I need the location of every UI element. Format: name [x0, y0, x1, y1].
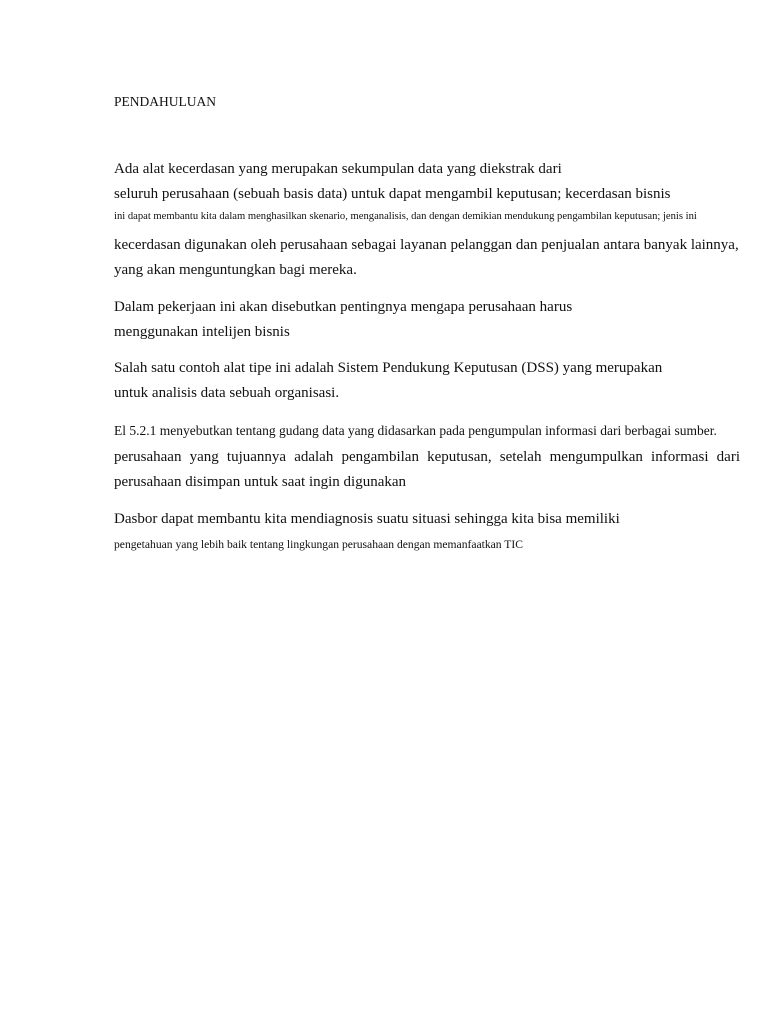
- paragraph-3-line-1: Salah satu contoh alat tipe ini adalah Sistem Pendukung Keputusan (DSS) yang merupakan: [114, 360, 663, 376]
- paragraph-5-line-1: Dasbor dapat membantu kita mendiagnosis suatu situasi sehingga kita bisa memiliki: [114, 511, 620, 527]
- paragraph-4-line-3: perusahaan disimpan untuk saat ingin digunakan: [114, 474, 407, 490]
- paragraph-1-line-1: Ada alat kecerdasan yang merupakan sekumpulan data yang diekstrak dari: [114, 161, 562, 177]
- paragraph-1-line-3: ini dapat membantu kita dalam menghasilkan skenario, menganalisis, dan dengan demikian mendukung pengambilan keputusan; jenis ini: [114, 211, 697, 222]
- paragraph-2-line-2: menggunakan intelijen bisnis: [114, 324, 290, 340]
- paragraph-5-line-2: pengetahuan yang lebih baik tentang lingkungan perusahaan dengan memanfaatkan TIC: [114, 538, 523, 551]
- paragraph-2-line-1: Dalam pekerjaan ini akan disebutkan pentingnya mengapa perusahaan harus: [114, 299, 573, 315]
- page-heading: PENDAHULUAN: [114, 94, 216, 109]
- paragraph-3-line-2: untuk analisis data sebuah organisasi.: [114, 385, 340, 401]
- paragraph-4-line-1: El 5.2.1 menyebutkan tentang gudang data yang didasarkan pada pengumpulan informasi dari berbagai sumber.: [114, 423, 717, 438]
- paragraph-4-line-2: perusahaan yang tujuannya adalah pengambilan keputusan, setelah mengumpulkan informasi dari: [114, 449, 740, 465]
- paragraph-1-line-2: seluruh perusahaan (sebuah basis data) untuk dapat mengambil keputusan; kecerdasan bisnis: [114, 186, 671, 202]
- paragraph-1-line-4: kecerdasan digunakan oleh perusahaan sebagai layanan pelanggan dan penjualan antara banyak lainnya,: [114, 237, 739, 253]
- paragraph-1-line-5: yang akan menguntungkan bagi mereka.: [114, 262, 357, 278]
